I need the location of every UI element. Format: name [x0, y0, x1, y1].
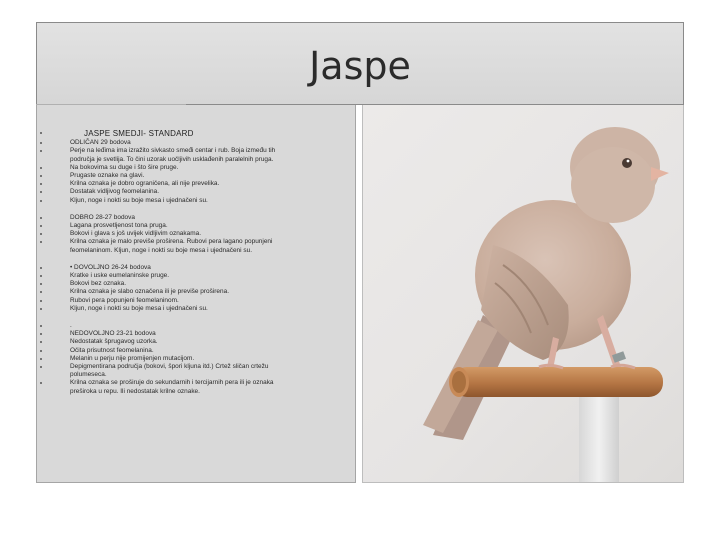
bullet-text: Depigmentirana područja (bokovi, špori kljuna itd.) Crtež sličan crtežu [70, 363, 269, 370]
bullet-text: Očita prisutnost feomelanina. [70, 346, 154, 354]
canary-photo [362, 105, 684, 483]
bullet-dot [40, 167, 42, 169]
bullet-dot [40, 358, 42, 360]
bullet-dot [40, 325, 42, 327]
bullet-text: ODLIČAN 29 bodova [70, 139, 131, 147]
bullet-text: NEDOVOLJNO 23-21 bodova [70, 330, 156, 338]
bullet-text: Bokovi i glava s još uvijek vidljivim oznakama. [70, 230, 201, 238]
bullet-text: Melanin u perju nije promijenjen mutacijom. [70, 354, 195, 362]
bullet-dot [40, 217, 42, 219]
stand-post [579, 395, 619, 483]
bullet-text: preširoka u repu. Ili nedostatak krilne oznake. [70, 387, 200, 395]
bullet-dot [40, 350, 42, 352]
bullet-text: Rubovi pera popunjeni feomelaninom. [70, 296, 179, 304]
bullet-dot [40, 225, 42, 227]
bird-eye [622, 158, 632, 168]
bullet-dot [40, 300, 42, 302]
bullet-text: Bokovi bez oznaka. [70, 280, 127, 288]
bullet-text: Lagana prosvetljenost tona pruga. [70, 222, 168, 229]
bullet-dot [40, 275, 42, 277]
canary-illustration [363, 105, 684, 483]
bullet-dot [40, 366, 42, 368]
bullet-text: Krilna oznaka je dobro ograničena, ali nije prevelika. [70, 180, 220, 188]
bullet-text: Kljun, noge i nokti su boje mesa i ujednačeni su. [70, 304, 208, 312]
perch [453, 367, 663, 397]
slide-title: Jaspe [309, 44, 411, 88]
bullet-text: Perje na leđima ima izražito sivkasto smeđi centar i rub. Boja između tih [70, 147, 276, 155]
bullet-dot [40, 175, 42, 177]
bullet-dot [40, 132, 42, 134]
bullet-text: • DOVOLJNO 26-24 bodova [70, 263, 151, 271]
bullet-text: feomelaninom. Kljun, noge i nokti su boje mesa i ujednačeni su. [70, 246, 252, 254]
bullet-text: Prugaste oznake na glavi. [70, 172, 145, 179]
bullet-dot [40, 308, 42, 310]
bullet-dot [40, 267, 42, 269]
bullet-text: Kljun, noge i nokti su boje mesa i ujednačeni su. [70, 196, 208, 204]
bullet-text: polumeseca. [70, 371, 107, 379]
bullet-dot [40, 200, 42, 202]
standard-heading: JASPE SMEDJI- STANDARD [84, 129, 194, 138]
bullet-text: Krilna oznaka je malo previše proširena. Rubovi pera lagano popunjeni [70, 238, 273, 246]
bullet-text: Kratke i uske eumelaninske pruge. [70, 272, 170, 279]
bullet-text: Nedostatak šprugavog uzorka. [70, 338, 158, 346]
bullet-text: područja je svetlija. To čini uzorak uočljivih usklađenih paralelnih pruga. [70, 155, 274, 163]
bullet-text: Dostatak vidljivog feomelanina. [70, 188, 160, 196]
bullet-text: Na bokovima su duge i što šire pruge. [70, 163, 179, 171]
bullet-text: Krilna oznaka je slabo označena ili je previše proširena. [70, 288, 230, 296]
bullet-text: DOBRO 28-27 bodova [70, 213, 135, 221]
bullet-text: Krilna oznaka se proširuje do sekundarnih i tercijarnih pera ili je oznaka [70, 379, 274, 387]
bullet-text: . [70, 322, 72, 329]
bird-beak [651, 167, 669, 181]
